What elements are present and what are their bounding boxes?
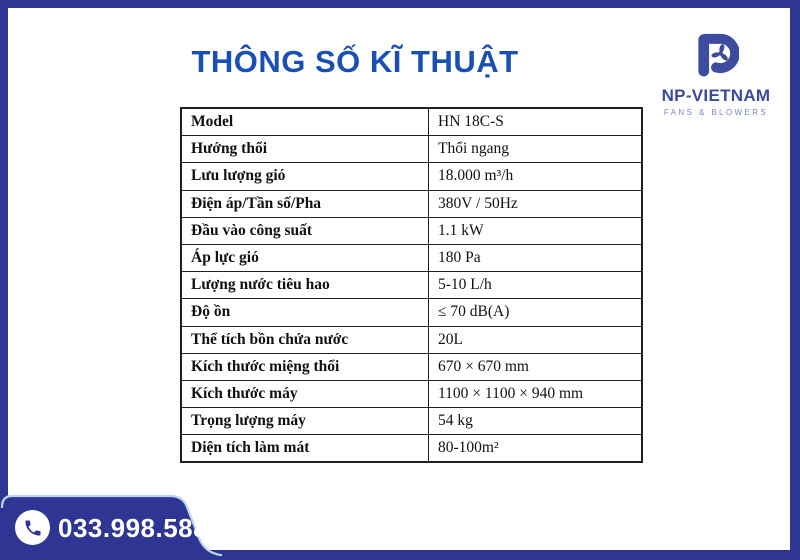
- spec-label-cell: Lượng nước tiêu hao: [181, 272, 429, 299]
- table-row: [181, 108, 642, 136]
- phone-number: 033.998.5885: [58, 513, 224, 543]
- spec-label-cell: Thể tích bồn chứa nước: [181, 326, 429, 353]
- phone-icon-circle: [15, 510, 50, 545]
- table-row: [181, 408, 642, 435]
- table-row: [181, 380, 642, 407]
- spec-label-cell: Độ ồn: [181, 299, 429, 326]
- spec-label-cell: Diện tích làm mát: [181, 435, 429, 463]
- phone-icon: [23, 518, 43, 538]
- table-row: [181, 326, 642, 353]
- spec-label-cell: Điện áp/Tần số/Pha: [181, 190, 429, 217]
- spec-label-cell: Đầu vào công suất: [181, 217, 429, 244]
- spec-value-cell: 180 Pa: [429, 244, 643, 271]
- brand-logo: [650, 32, 782, 117]
- phone-contact-badge[interactable]: [0, 494, 238, 560]
- spec-label-cell: Model: [181, 108, 429, 136]
- spec-value-cell: 5-10 L/h: [429, 272, 643, 299]
- spec-value-cell: 20L: [429, 326, 643, 353]
- spec-label-cell: Áp lực gió: [181, 244, 429, 271]
- spec-value-cell: 670 × 670 mm: [429, 353, 643, 380]
- spec-value-cell: 1.1 kW: [429, 217, 643, 244]
- brand-name: NP-VIETNAM: [661, 86, 771, 105]
- spec-label-cell: Kích thước máy: [181, 380, 429, 407]
- table-row: [181, 244, 642, 271]
- table-row: [181, 190, 642, 217]
- spec-value-cell: HN 18C-S: [429, 108, 643, 136]
- spec-label-cell: Kích thước miệng thổi: [181, 353, 429, 380]
- table-row: [181, 299, 642, 326]
- spec-value-cell: 54 kg: [429, 408, 643, 435]
- page-title: THÔNG SỐ KĨ THUẬT: [191, 44, 519, 79]
- table-row: [181, 435, 642, 463]
- spec-label-cell: Trọng lượng máy: [181, 408, 429, 435]
- table-row: [181, 163, 642, 190]
- spec-value-cell: 80-100m²: [429, 435, 643, 463]
- spec-value-cell: ≤ 70 dB(A): [429, 299, 643, 326]
- table-row: [181, 353, 642, 380]
- spec-table: [180, 107, 643, 463]
- spec-value-cell: Thổi ngang: [429, 136, 643, 163]
- table-row: [181, 272, 642, 299]
- spec-value-cell: 18.000 m³/h: [429, 163, 643, 190]
- table-row: [181, 136, 642, 163]
- fan-logo-icon: [693, 32, 739, 78]
- spec-value-cell: 1100 × 1100 × 940 mm: [429, 380, 643, 407]
- spec-value-cell: 380V / 50Hz: [429, 190, 643, 217]
- spec-label-cell: Lưu lượng gió: [181, 163, 429, 190]
- spec-label-cell: Hướng thổi: [181, 136, 429, 163]
- spec-table-body: [181, 108, 642, 462]
- table-row: [181, 217, 642, 244]
- brand-tagline: FANS & BLOWERS: [663, 108, 769, 117]
